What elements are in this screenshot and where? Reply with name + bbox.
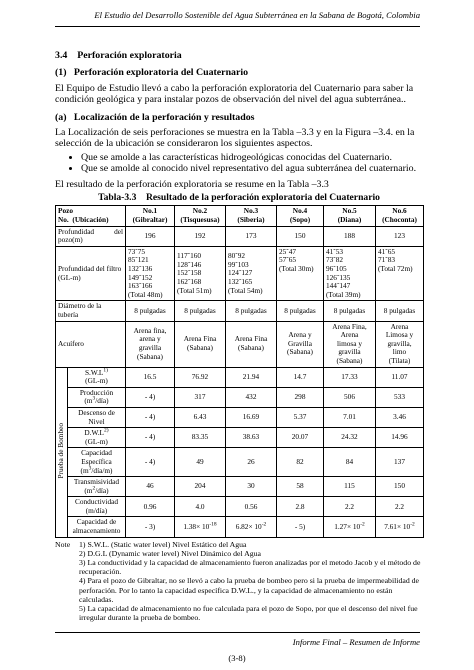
- table-cell: [126, 321, 175, 367]
- section-number: 3.4: [55, 50, 68, 61]
- table-cell: 204: [175, 477, 226, 497]
- cell-line: 152˜158: [177, 268, 202, 278]
- cell-value: 1.38× 10: [183, 521, 210, 531]
- bombeo-group-label: [56, 367, 68, 537]
- well-name: (Tisquesusa): [180, 215, 220, 225]
- table-cell: 5.37: [277, 407, 324, 427]
- row-almacenamiento: [56, 517, 424, 537]
- well-no: No.5: [342, 206, 357, 216]
- table-cell: 173: [226, 226, 277, 246]
- section-heading: [55, 50, 423, 61]
- cell-line: (Total 54m): [228, 285, 263, 295]
- well-header: [324, 206, 376, 226]
- table-cell: 38.63: [226, 428, 277, 448]
- well-header: [226, 206, 277, 226]
- page-body: [55, 50, 423, 622]
- cell-line: 73˜75: [128, 246, 146, 256]
- table-header-row: [56, 206, 424, 226]
- row-filtro: [56, 246, 424, 301]
- table-cell: 8 pulgadas: [324, 301, 376, 321]
- row-profundidad: [56, 226, 424, 246]
- row-label: [68, 367, 126, 387]
- row-label: [56, 226, 126, 246]
- table-cell: 0.56: [226, 497, 277, 517]
- note-item: 4) Para el pozo de Gibraltar, no se llevó a cabo la prueba de bombeo pero si la prueba de impermeabilidad de perforación. Por lo tanto la capacidad específica D.W.L., y la capacidad de almacenamiento no están calculadas.: [79, 576, 420, 604]
- subsection-a-heading: [55, 112, 423, 123]
- table-cell: 82: [277, 448, 324, 477]
- well-no: No.1: [142, 206, 158, 216]
- bombeo-label: Prueba de Bombeo: [56, 423, 66, 479]
- label-part: S.W.L: [85, 367, 104, 377]
- table-cell: [277, 246, 324, 301]
- cell-line: 85˜121: [128, 255, 149, 265]
- cell-line: (Tilata): [388, 355, 411, 365]
- row-descenso: [56, 407, 424, 427]
- cell-value: 7.61× 10: [384, 521, 411, 531]
- table-cell: [175, 321, 226, 367]
- cell-line: 41˜53: [326, 246, 344, 256]
- cell-line: 96˜105: [326, 264, 347, 274]
- table-cell: 20.07: [277, 428, 324, 448]
- well-no: No.4: [292, 206, 308, 216]
- table-cell: [277, 517, 324, 537]
- table-cell: 150: [376, 477, 424, 497]
- cell-line: arena y: [139, 334, 161, 344]
- cell-value: - 5): [294, 521, 306, 531]
- cell-value: - 3): [144, 521, 156, 531]
- cell-line: gravilla: [138, 343, 162, 353]
- table-cell: 0.96: [126, 497, 175, 517]
- row-swl: [56, 367, 424, 387]
- table-cell: - 4): [126, 428, 175, 448]
- cell-line: (Total 39m): [326, 289, 361, 299]
- label-part: (m: [80, 465, 89, 475]
- table-cell: [324, 321, 376, 367]
- cell-exp: -2: [360, 521, 365, 528]
- well-name: (Sopo): [289, 215, 311, 225]
- table-cell: 76.92: [175, 367, 226, 387]
- cell-exp: -2: [410, 521, 415, 528]
- row-diametro: [56, 301, 424, 321]
- paragraph-3: El resultado de la perforación exploratoria se resume en la Tabla –3.3: [55, 178, 329, 190]
- label-part: Profundidad: [58, 226, 95, 236]
- table-cell: [324, 517, 376, 537]
- label-part: pozo(m): [58, 235, 83, 245]
- table-cell: - 4): [126, 407, 175, 427]
- table-cell: [226, 321, 277, 367]
- row-label: Acuífero: [56, 321, 126, 367]
- cell-line: (Total 72m): [378, 264, 413, 274]
- subsection-heading: [55, 67, 423, 78]
- table-cell: 30: [226, 477, 277, 497]
- notes-label: Note: [55, 539, 71, 549]
- label-part: almacenamiento: [72, 526, 121, 536]
- cell-line: 57˜65: [279, 255, 297, 265]
- results-table: [55, 205, 424, 537]
- label-part: (GL-m): [85, 436, 108, 446]
- row-conductividad: [56, 497, 424, 517]
- row-label: [68, 517, 126, 537]
- table-cell: 8 pulgadas: [376, 301, 424, 321]
- note-item: 5) La capacidad de almacenamiento no fue calculada para el pozo de Sopo, por que el descenso del nivel fue irregular durante la prueba de bombeo.: [79, 604, 418, 623]
- well-no: No.3: [243, 206, 259, 216]
- label-part: (GL-m): [85, 376, 108, 386]
- note-item: 2) D.G.L (Dynamic water level) Nivel Dinámico del Agua: [79, 548, 262, 558]
- label-sup: 3: [92, 395, 96, 402]
- label-part: (m: [84, 485, 93, 495]
- cell-line: 99˜103: [228, 259, 249, 269]
- table-cell: [277, 321, 324, 367]
- row-label: [68, 428, 126, 448]
- table-cell: 7.01: [324, 407, 376, 427]
- cell-line: (Sabana): [336, 355, 363, 365]
- cell-line: (Sabana): [287, 347, 313, 357]
- table-cell: 21.94: [226, 367, 277, 387]
- cell-line: 25˜47: [279, 246, 297, 256]
- table-cell: 83.35: [175, 428, 226, 448]
- table-cell: [126, 517, 175, 537]
- row-transmisividad: [56, 477, 424, 497]
- table-cell: 196: [126, 226, 175, 246]
- label-part: Capacidad: [81, 448, 112, 458]
- table-cell: 17.33: [324, 367, 376, 387]
- table-cell: - 4): [126, 448, 175, 477]
- cell-line: gravilla,: [387, 338, 412, 348]
- table-cell: [175, 246, 226, 301]
- cell-line: 126˜135: [326, 272, 351, 282]
- cell-line: 144˜147: [326, 281, 351, 291]
- note-item: 1) S.W.L. (Static water level) Nivel Estático del Agua: [79, 539, 247, 549]
- label-part: /día): [95, 396, 109, 406]
- label-sup: 3: [88, 465, 92, 472]
- running-header: El Estudio del Desarrollo Sostenible del Agua Subterránea en la Sabana de Bogotá, Colombia: [94, 10, 420, 20]
- table-cell: 192: [175, 226, 226, 246]
- table-cell: [226, 246, 277, 301]
- cell-exp: -18: [209, 521, 217, 528]
- table-cell: 16.5: [126, 367, 175, 387]
- table-cell: 506: [324, 387, 376, 407]
- row-label: Profundidad del filtro (GL-m): [56, 246, 126, 301]
- running-footer: Informe Final – Resumen de Informe: [292, 637, 420, 647]
- table-cell: 3.46: [376, 407, 424, 427]
- subsection-a-label: (a): [55, 111, 67, 123]
- well-header: [126, 206, 175, 226]
- cell-line: 71˜83: [378, 255, 396, 265]
- well-name: (Siberia): [237, 215, 265, 225]
- cell-line: (Sabana): [187, 343, 213, 353]
- table-cell: 49: [175, 448, 226, 477]
- well-name: (Gibraltar): [132, 215, 168, 225]
- table-cell: 14.7: [277, 367, 324, 387]
- table-cell: [226, 517, 277, 537]
- label-part: /día): [95, 485, 109, 495]
- well-no: No.6: [392, 206, 407, 216]
- paragraph-2: La Localización de seis perforaciones se muestra en la Tabla –3.3 y en la Figura –3.4. en la selección de la ubicación se consideraron los siguientes aspectos.: [55, 127, 415, 150]
- note-item: 3) La conductividad y la capacidad de almacenamiento fueron analizadas por el metodo Jacob y el método de recuperación.: [79, 558, 421, 577]
- table-cell: 46: [126, 477, 175, 497]
- row-label: [68, 448, 126, 477]
- corner-header: Pozo No. (Ubicación): [56, 206, 126, 226]
- table-cell: 115: [324, 477, 376, 497]
- footer-rule: [55, 632, 420, 633]
- table-cell: 188: [324, 226, 376, 246]
- cell-line: 162˜168: [177, 276, 202, 286]
- bullet-item: • Que se amolde al conocido nivel representativo del agua subterránea del cuaternario.: [81, 163, 423, 174]
- table-caption-id: Tabla-3.3: [98, 192, 137, 204]
- label-part: Transmisividad: [73, 477, 120, 487]
- label-sup: 1): [103, 367, 108, 374]
- label-part: Capacidad de: [76, 517, 117, 527]
- section-title: Perforación exploratoria: [77, 50, 182, 61]
- cell-line: gravilla: [338, 347, 361, 357]
- label-part: /día/m): [91, 465, 113, 475]
- cell-line: (Sabana): [238, 343, 264, 353]
- table-cell: 533: [376, 387, 424, 407]
- cell-line: Arena Fina: [183, 334, 217, 344]
- well-header: [277, 206, 324, 226]
- row-label: [68, 497, 126, 517]
- row-label: Descenso de Nivel: [68, 407, 126, 427]
- cell-line: Arena y: [288, 330, 312, 340]
- subsection-title: Perforación exploratoria del Cuaternario: [73, 67, 249, 79]
- table-cell: 84: [324, 448, 376, 477]
- cell-line: 163˜166: [128, 281, 153, 291]
- subsection-label: (1): [55, 67, 67, 79]
- table-cell: 14.96: [376, 428, 424, 448]
- table-cell: 16.69: [226, 407, 277, 427]
- table-cell: 58: [277, 477, 324, 497]
- row-dwl: [56, 428, 424, 448]
- cell-exp: -2: [261, 521, 267, 528]
- corner-pozo: Pozo No.: [58, 206, 73, 225]
- row-label: [68, 387, 126, 407]
- well-header: [175, 206, 226, 226]
- row-acuifero: [56, 321, 424, 367]
- table-cell: 432: [226, 387, 277, 407]
- well-name: (Diana): [337, 215, 362, 225]
- table-cell: 2.8: [277, 497, 324, 517]
- cell-line: Arena: [390, 321, 409, 331]
- table-cell: 317: [175, 387, 226, 407]
- cell-line: 149˜152: [128, 272, 153, 282]
- table-caption: [55, 192, 423, 203]
- label-part: Producción (m: [79, 387, 114, 406]
- table-cell: [175, 517, 226, 537]
- label-sup: 2: [92, 485, 96, 492]
- table-cell: 8 pulgadas: [226, 301, 277, 321]
- cell-line: Arena fina,: [133, 325, 167, 335]
- cell-line: Arena Fina: [234, 334, 268, 344]
- cell-line: (Total 30m): [279, 264, 314, 274]
- table-cell: 24.32: [324, 428, 376, 448]
- cell-line: 128˜146: [177, 259, 202, 269]
- cell-value: 1.27× 10: [334, 521, 361, 531]
- table-cell: 298: [277, 387, 324, 407]
- table-cell: 6.43: [175, 407, 226, 427]
- cell-line: limo: [392, 347, 407, 357]
- table-cell: [376, 246, 424, 301]
- table-cell: [376, 321, 424, 367]
- cell-line: Limosa y: [385, 330, 414, 340]
- well-name: (Choconta): [382, 215, 417, 225]
- paragraph-1: El Equipo de Estudio llevó a cabo la perforación exploratoria del Cuaternario para saber la condición geológica y para instalar pozos de observación del nivel del agua subterránea..: [55, 82, 414, 106]
- cell-line: 132˜165: [228, 276, 253, 286]
- bullet-item: • Que se amolde a las características hidrogeológicas conocidas del Cuaternario.: [81, 152, 423, 163]
- row-label: [68, 477, 126, 497]
- cell-line: Arena: [340, 330, 359, 340]
- cell-value: 6.82× 10: [235, 521, 262, 531]
- label-part: Específica: [81, 456, 112, 466]
- bullet-list: [55, 152, 423, 175]
- table-cell: 8 pulgadas: [175, 301, 226, 321]
- corner-ubicacion: Ubicación: [74, 215, 107, 225]
- label-part: (m/día): [85, 505, 108, 515]
- cell-line: limosa y: [337, 338, 362, 348]
- cell-line: 117˜160: [177, 251, 202, 261]
- table-cell: [324, 246, 376, 301]
- table-notes: [55, 540, 423, 623]
- table-cell: 4.0: [175, 497, 226, 517]
- table-cell: 150: [277, 226, 324, 246]
- label-part: D.W.L: [84, 428, 104, 438]
- table-cell: 11.07: [376, 367, 424, 387]
- table-cell: [126, 246, 175, 301]
- well-no: No.2: [192, 206, 208, 216]
- table-cell: 123: [376, 226, 424, 246]
- label-sup: 2): [104, 427, 109, 434]
- table-caption-title: Resultado de la perforación exploratoria del Cuaternario: [145, 192, 380, 204]
- cell-line: Gravilla: [288, 338, 312, 348]
- table-cell: 2.2: [376, 497, 424, 517]
- table-cell: 26: [226, 448, 277, 477]
- header-rule: [55, 26, 420, 27]
- cell-line: 80˜92: [228, 251, 246, 261]
- page-number: (3-8): [228, 653, 246, 663]
- well-header: [376, 206, 424, 226]
- table-cell: [376, 517, 424, 537]
- cell-line: 124˜127: [228, 268, 253, 278]
- table-cell: 2.2: [324, 497, 376, 517]
- table-cell: 8 pulgadas: [126, 301, 175, 321]
- label-part: Conductividad: [75, 497, 118, 507]
- row-label: Diámetro de la tubería: [56, 301, 126, 321]
- row-produccion: [56, 387, 424, 407]
- cell-line: (Total 51m): [177, 285, 212, 295]
- cell-line: (Sabana): [137, 351, 163, 361]
- table-cell: 137: [376, 448, 424, 477]
- table-cell: 8 pulgadas: [277, 301, 324, 321]
- row-capacidad: [56, 448, 424, 477]
- cell-line: Arena Fina,: [332, 321, 367, 331]
- label-part: del: [114, 226, 123, 236]
- subsection-a-title: Localización de la perforación y resultados: [73, 111, 255, 123]
- table-cell: - 4): [126, 387, 175, 407]
- cell-line: 41˜65: [378, 246, 396, 256]
- cell-line: 73˜82: [326, 255, 344, 265]
- cell-line: 132˜136: [128, 264, 153, 274]
- note-row: [55, 540, 423, 549]
- cell-line: (Total 48m): [128, 289, 163, 299]
